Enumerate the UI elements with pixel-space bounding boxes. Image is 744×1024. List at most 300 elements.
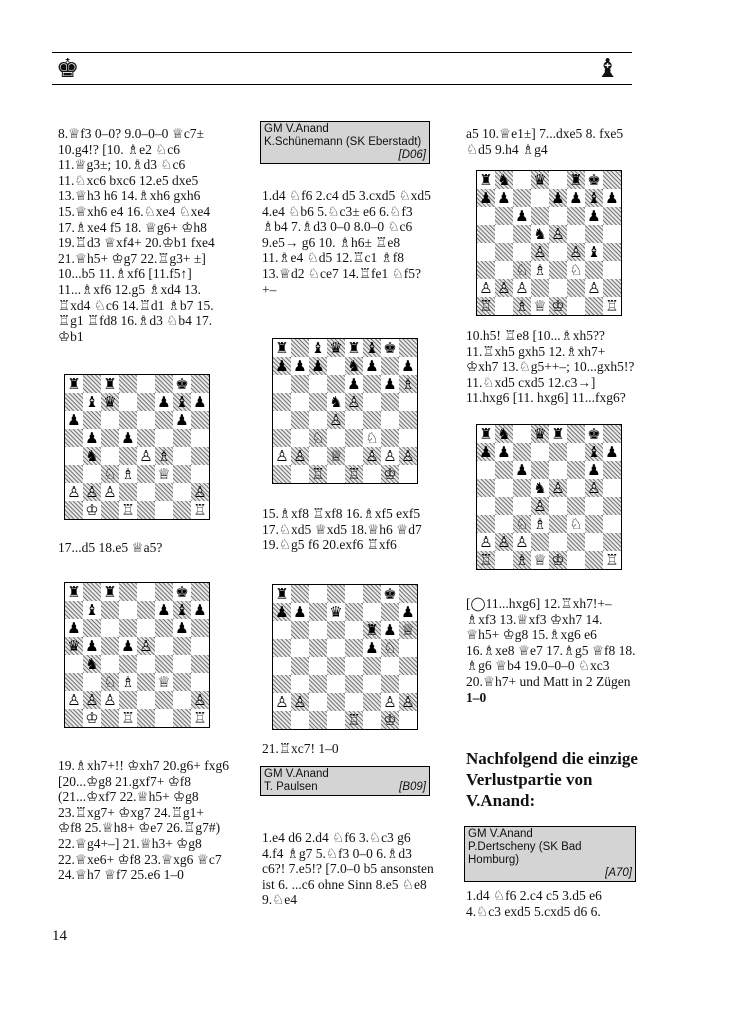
- chess-piece-square: ♞: [495, 171, 513, 189]
- chess-piece-square: ♟: [567, 189, 585, 207]
- board-square: [345, 447, 363, 465]
- board-square: [273, 411, 291, 429]
- chess-diagram-5: [476, 170, 622, 316]
- board-square: [603, 279, 621, 297]
- board-square: [513, 443, 531, 461]
- chess-piece-square: ♟: [363, 639, 381, 657]
- board-square: [549, 443, 567, 461]
- board-square: [191, 447, 209, 465]
- board-square: [603, 533, 621, 551]
- board-square: [513, 497, 531, 515]
- page-number: 14: [52, 928, 67, 944]
- chess-piece-square: ♗: [513, 551, 531, 569]
- board-square: [309, 375, 327, 393]
- chess-piece-square: ♙: [83, 483, 101, 501]
- board-square: [603, 171, 621, 189]
- chess-piece-square: ♞: [83, 655, 101, 673]
- chess-piece-square: ♙: [65, 691, 83, 709]
- board-square: [273, 621, 291, 639]
- board-square: [549, 207, 567, 225]
- chess-piece-square: ♖: [119, 709, 137, 727]
- column-1-text-3: [58, 758, 230, 883]
- board-square: [65, 709, 83, 727]
- black-player: T. Paulsen: [264, 781, 318, 793]
- board-square: [495, 243, 513, 261]
- chess-piece-square: ♟: [345, 375, 363, 393]
- chess-piece-square: ♘: [363, 429, 381, 447]
- board-square: [273, 465, 291, 483]
- move-text: 1.d4 ♘f6 2.c4 d5 3.cxd5 ♘xd5 4.e4 ♘b6 5.♘c3± e6 6.♘f3 ♗b4 7.♗d3 0–0 8.0–0 ♘c6 9.e5→ g6 10. ♗h6± ♖e8 11.♗e4 ♘d5 12.♖c1 ♗f8 13.♕d2 ♘ce7 14.♖fe1 ♘f5?+–: [262, 188, 431, 297]
- board-square: [155, 411, 173, 429]
- board-square: [603, 425, 621, 443]
- board-square: [191, 465, 209, 483]
- board-square: [585, 261, 603, 279]
- chess-piece-square: ♚: [173, 583, 191, 601]
- board-square: [477, 207, 495, 225]
- chess-piece-square: ♙: [273, 447, 291, 465]
- board-square: [363, 657, 381, 675]
- chess-piece-square: ♚: [585, 425, 603, 443]
- board-square: [65, 655, 83, 673]
- chess-piece-square: ♟: [399, 357, 417, 375]
- chess-piece-square: ♟: [585, 461, 603, 479]
- section-heading: [466, 748, 638, 811]
- board-square: [291, 621, 309, 639]
- board-square: [173, 691, 191, 709]
- board-square: [345, 675, 363, 693]
- board-square: [291, 429, 309, 447]
- board-square: [363, 693, 381, 711]
- board-square: [345, 639, 363, 657]
- chess-piece-square: ♗: [155, 447, 173, 465]
- board-square: [191, 429, 209, 447]
- chess-diagram-2: [64, 582, 210, 728]
- board-square: [381, 675, 399, 693]
- board-square: [513, 243, 531, 261]
- chess-diagram-6: [476, 424, 622, 570]
- board-square: [495, 297, 513, 315]
- board-square: [65, 673, 83, 691]
- board-square: [137, 619, 155, 637]
- header-rule: [52, 84, 632, 85]
- board-square: [549, 533, 567, 551]
- board-square: [173, 429, 191, 447]
- chess-piece-square: ♟: [291, 357, 309, 375]
- board-square: [603, 461, 621, 479]
- chess-piece-square: ♟: [191, 393, 209, 411]
- chess-piece-square: ♟: [155, 601, 173, 619]
- board-square: [309, 585, 327, 603]
- chess-piece-square: ♘: [513, 515, 531, 533]
- board-square: [345, 603, 363, 621]
- board-square: [119, 393, 137, 411]
- board-square: [119, 601, 137, 619]
- chess-piece-square: ♝: [585, 443, 603, 461]
- board-square: [137, 673, 155, 691]
- board-square: [101, 619, 119, 637]
- board-square: [399, 585, 417, 603]
- board-square: [101, 709, 119, 727]
- board-square: [155, 483, 173, 501]
- chess-piece-square: ♛: [65, 637, 83, 655]
- chess-piece-square: ♖: [309, 465, 327, 483]
- chess-piece-square: ♟: [585, 207, 603, 225]
- chess-piece-square: ♔: [83, 501, 101, 519]
- chess-piece-square: ♙: [291, 693, 309, 711]
- chess-piece-square: ♙: [531, 497, 549, 515]
- board-square: [495, 261, 513, 279]
- board-square: [585, 515, 603, 533]
- board-square: [65, 601, 83, 619]
- board-square: [327, 711, 345, 729]
- chess-piece-square: ♕: [155, 465, 173, 483]
- board-square: [137, 465, 155, 483]
- chess-piece-square: ♙: [531, 243, 549, 261]
- board-square: [137, 655, 155, 673]
- board-square: [567, 225, 585, 243]
- chess-piece-square: ♔: [381, 711, 399, 729]
- board-square: [345, 693, 363, 711]
- chess-piece-square: ♙: [495, 533, 513, 551]
- chess-piece-square: ♙: [327, 411, 345, 429]
- board-square: [155, 583, 173, 601]
- board-square: [567, 207, 585, 225]
- board-square: [603, 261, 621, 279]
- chess-piece-square: ♙: [191, 483, 209, 501]
- chess-piece-square: ♚: [381, 585, 399, 603]
- column-2-text-2: [262, 506, 434, 553]
- chess-piece-square: ♝: [585, 243, 603, 261]
- board-square: [101, 601, 119, 619]
- chess-piece-square: ♜: [101, 583, 119, 601]
- board-square: [137, 393, 155, 411]
- chess-piece-square: ♖: [345, 465, 363, 483]
- board-square: [477, 479, 495, 497]
- board-square: [345, 585, 363, 603]
- board-square: [327, 429, 345, 447]
- chess-piece-square: ♙: [101, 483, 119, 501]
- chess-piece-square: ♝: [363, 339, 381, 357]
- board-square: [513, 171, 531, 189]
- board-square: [273, 657, 291, 675]
- chess-piece-square: ♙: [137, 447, 155, 465]
- chess-piece-square: ♙: [273, 693, 291, 711]
- column-3: [466, 126, 636, 157]
- chess-piece-square: ♟: [83, 637, 101, 655]
- board-square: [191, 619, 209, 637]
- board-square: [173, 501, 191, 519]
- board-square: [495, 515, 513, 533]
- board-square: [137, 691, 155, 709]
- chess-piece-square: ♝: [83, 393, 101, 411]
- chess-piece-square: ♖: [345, 711, 363, 729]
- board-square: [345, 411, 363, 429]
- board-square: [83, 411, 101, 429]
- board-square: [399, 393, 417, 411]
- board-square: [191, 673, 209, 691]
- board-square: [173, 447, 191, 465]
- chess-piece-square: ♟: [173, 411, 191, 429]
- move-text: a5 10.♕e1±] 7...dxe5 8. fxe5 ♘d5 9.h4 ♗g4: [466, 126, 624, 157]
- chess-piece-square: ♙: [585, 479, 603, 497]
- chess-piece-square: ♕: [399, 621, 417, 639]
- board-square: [65, 447, 83, 465]
- chess-piece-square: ♟: [273, 603, 291, 621]
- board-square: [477, 461, 495, 479]
- board-square: [309, 693, 327, 711]
- chess-piece-square: ♙: [585, 279, 603, 297]
- chess-piece-square: ♘: [567, 261, 585, 279]
- chess-piece-square: ♟: [477, 443, 495, 461]
- chess-piece-square: ♜: [65, 583, 83, 601]
- chess-diagram-1: [64, 374, 210, 520]
- column-3-text-2: [466, 328, 636, 406]
- board-square: [363, 675, 381, 693]
- white-player: GM V.Anand: [468, 828, 533, 840]
- chess-piece-square: ♟: [549, 189, 567, 207]
- move-text: 19.♗xh7+!! ♔xh7 20.g6+ fxg6 [20...♔g8 21.gxf7+ ♔f8 (21...♔xf7 22.♕h5+ ♔g8 23.♖xg7+ ♔xg7 24.♖g1+ ♔f8 25.♕h8+ ♔e7 26.♖g7#) 22.♕g4+–] 21.♕h3+ ♔g8 22.♕xe6+ ♔f8 23.♕xg6 ♕c7 24.♕h7 ♕f7 25.e6 1–0: [58, 758, 230, 883]
- move-text: 15.♗xf8 ♖xf8 16.♗xf5 exf5 17.♘xd5 ♕xd5 18.♕h6 ♕d7 19.♘g5 f6 20.exf6 ♖xf6: [262, 506, 422, 553]
- board-square: [291, 711, 309, 729]
- board-square: [309, 675, 327, 693]
- chess-piece-square: ♟: [119, 637, 137, 655]
- board-square: [363, 465, 381, 483]
- column-1-text-2: [58, 540, 230, 556]
- board-square: [291, 393, 309, 411]
- chess-piece-square: ♖: [603, 297, 621, 315]
- board-square: [567, 533, 585, 551]
- game-header: [260, 121, 430, 164]
- chess-piece-square: ♟: [291, 603, 309, 621]
- eco-code: [B09]: [399, 781, 426, 793]
- board-square: [477, 261, 495, 279]
- board-square: [191, 411, 209, 429]
- board-square: [119, 411, 137, 429]
- board-square: [309, 603, 327, 621]
- board-square: [119, 375, 137, 393]
- chess-piece-square: ♙: [549, 225, 567, 243]
- chess-piece-square: ♞: [531, 479, 549, 497]
- board-square: [191, 655, 209, 673]
- chess-piece-square: ♙: [291, 447, 309, 465]
- board-square: [155, 501, 173, 519]
- board-square: [173, 655, 191, 673]
- board-square: [273, 711, 291, 729]
- board-square: [137, 375, 155, 393]
- chess-piece-square: ♟: [119, 429, 137, 447]
- chess-piece-square: ♜: [273, 339, 291, 357]
- board-square: [309, 711, 327, 729]
- board-square: [309, 447, 327, 465]
- chess-piece-square: ♟: [191, 601, 209, 619]
- board-square: [345, 657, 363, 675]
- move-text: 17...d5 18.e5 ♕a5?: [58, 540, 163, 555]
- board-square: [495, 225, 513, 243]
- board-square: [531, 189, 549, 207]
- board-square: [549, 261, 567, 279]
- board-square: [567, 279, 585, 297]
- chess-piece-square: ♝: [173, 393, 191, 411]
- board-square: [567, 551, 585, 569]
- board-square: [137, 601, 155, 619]
- board-square: [83, 465, 101, 483]
- board-square: [155, 655, 173, 673]
- chess-piece-square: ♙: [567, 243, 585, 261]
- chess-piece-square: ♟: [603, 189, 621, 207]
- board-square: [585, 551, 603, 569]
- board-square: [327, 375, 345, 393]
- board-square: [513, 189, 531, 207]
- chess-piece-square: ♙: [477, 533, 495, 551]
- chess-piece-square: ♟: [65, 619, 83, 637]
- board-square: [83, 619, 101, 637]
- board-square: [155, 637, 173, 655]
- chess-piece-square: ♔: [381, 465, 399, 483]
- board-square: [65, 501, 83, 519]
- chess-piece-square: ♝: [83, 601, 101, 619]
- board-square: [363, 603, 381, 621]
- board-square: [291, 465, 309, 483]
- board-square: [327, 585, 345, 603]
- board-square: [309, 657, 327, 675]
- chess-piece-square: ♙: [513, 533, 531, 551]
- board-square: [399, 339, 417, 357]
- chess-piece-square: ♙: [381, 447, 399, 465]
- bishop-icon: ♝: [596, 54, 620, 84]
- board-square: [173, 637, 191, 655]
- chess-piece-square: ♚: [585, 171, 603, 189]
- chess-piece-square: ♜: [101, 375, 119, 393]
- chess-piece-square: ♙: [399, 693, 417, 711]
- chess-piece-square: ♞: [345, 357, 363, 375]
- chess-piece-square: ♜: [345, 339, 363, 357]
- board-square: [101, 637, 119, 655]
- chess-piece-square: ♟: [309, 357, 327, 375]
- chess-piece-square: ♘: [513, 261, 531, 279]
- chess-piece-square: ♙: [399, 447, 417, 465]
- board-square: [119, 691, 137, 709]
- result-text: 1–0: [466, 689, 487, 705]
- chess-piece-square: ♗: [531, 261, 549, 279]
- column-2-text-3: [262, 741, 434, 757]
- board-square: [477, 225, 495, 243]
- chess-piece-square: ♜: [477, 425, 495, 443]
- column-1: [58, 126, 230, 344]
- board-square: [549, 461, 567, 479]
- board-square: [137, 709, 155, 727]
- board-square: [495, 497, 513, 515]
- board-square: [291, 339, 309, 357]
- board-square: [567, 497, 585, 515]
- black-player: K.Schünemann (SK Eberstadt): [264, 136, 422, 148]
- board-square: [549, 171, 567, 189]
- board-square: [603, 515, 621, 533]
- board-square: [549, 243, 567, 261]
- board-square: [155, 375, 173, 393]
- board-square: [327, 693, 345, 711]
- chess-piece-square: ♗: [119, 465, 137, 483]
- chess-piece-square: ♕: [155, 673, 173, 691]
- board-square: [399, 711, 417, 729]
- chess-piece-square: ♚: [381, 339, 399, 357]
- chess-piece-square: ♜: [549, 425, 567, 443]
- board-square: [381, 603, 399, 621]
- chess-piece-square: ♟: [155, 393, 173, 411]
- board-square: [513, 225, 531, 243]
- board-square: [137, 411, 155, 429]
- chess-piece-square: ♘: [567, 515, 585, 533]
- chess-piece-square: ♜: [65, 375, 83, 393]
- board-square: [603, 479, 621, 497]
- board-square: [399, 657, 417, 675]
- board-square: [119, 655, 137, 673]
- board-square: [291, 639, 309, 657]
- board-square: [291, 585, 309, 603]
- chess-piece-square: ♗: [399, 375, 417, 393]
- board-square: [83, 673, 101, 691]
- chess-diagram-3: [272, 338, 418, 484]
- chess-piece-square: ♝: [173, 601, 191, 619]
- board-square: [119, 483, 137, 501]
- game-header: [464, 826, 636, 882]
- board-square: [155, 429, 173, 447]
- chess-piece-square: ♘: [101, 465, 119, 483]
- board-square: [327, 657, 345, 675]
- board-square: [191, 375, 209, 393]
- board-square: [603, 225, 621, 243]
- chess-piece-square: ♟: [173, 619, 191, 637]
- board-square: [363, 585, 381, 603]
- board-square: [531, 443, 549, 461]
- move-text: 10.h5! ♖e8 [10...♗xh5?? 11.♖xh5 gxh5 12.♗xh7+ ♔xh7 13.♘g5++–; 10...gxh5!? 11.♘xd5 cxd5 12.c3→] 11.hxg6 [11. hxg6] 11...fxg6?: [466, 328, 635, 406]
- board-square: [291, 411, 309, 429]
- white-player: GM V.Anand: [264, 768, 329, 780]
- board-square: [65, 393, 83, 411]
- top-rule: [52, 52, 632, 53]
- chess-piece-square: ♖: [477, 551, 495, 569]
- board-square: [83, 583, 101, 601]
- board-square: [399, 639, 417, 657]
- chess-piece-square: ♙: [477, 279, 495, 297]
- chess-piece-square: ♙: [101, 691, 119, 709]
- board-square: [155, 709, 173, 727]
- board-square: [603, 497, 621, 515]
- board-square: [495, 479, 513, 497]
- eco-code: [A70]: [605, 867, 632, 879]
- chess-piece-square: ♙: [191, 691, 209, 709]
- game-header: [260, 766, 430, 796]
- chess-piece-square: ♟: [513, 207, 531, 225]
- board-square: [101, 501, 119, 519]
- chess-piece-square: ♟: [273, 357, 291, 375]
- chess-piece-square: ♟: [495, 443, 513, 461]
- board-square: [309, 393, 327, 411]
- chess-piece-square: ♙: [495, 279, 513, 297]
- board-square: [585, 225, 603, 243]
- board-square: [137, 429, 155, 447]
- board-square: [477, 497, 495, 515]
- chess-piece-square: ♔: [549, 297, 567, 315]
- board-square: [309, 639, 327, 657]
- chess-piece-square: ♘: [309, 429, 327, 447]
- board-square: [119, 583, 137, 601]
- chess-piece-square: ♟: [477, 189, 495, 207]
- chess-piece-square: ♞: [495, 425, 513, 443]
- board-square: [291, 657, 309, 675]
- board-square: [155, 619, 173, 637]
- board-square: [549, 497, 567, 515]
- chess-piece-square: ♜: [477, 171, 495, 189]
